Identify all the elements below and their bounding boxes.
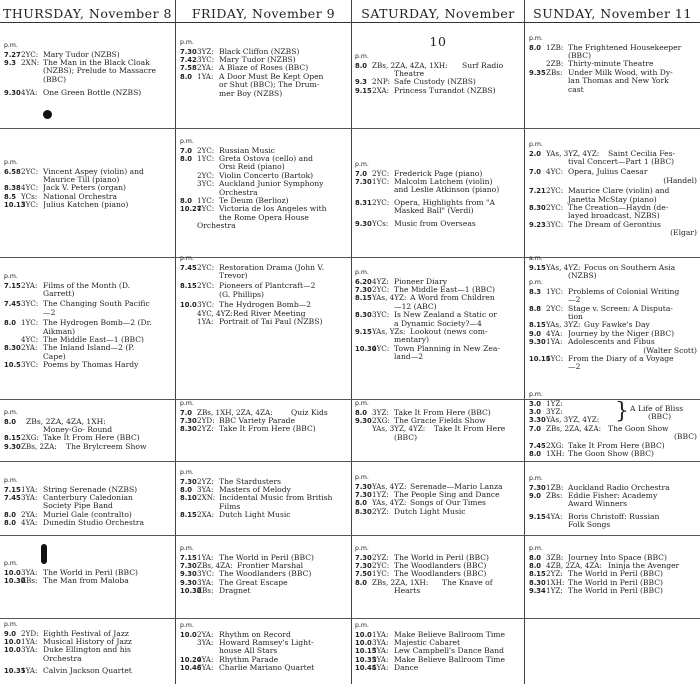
listing: 7.30 2YC: The Woodlanders (BBC) xyxy=(355,560,487,570)
listing: 7.0 ZBs, 1XH, 2ZA, 4ZA: Quiz Kids xyxy=(180,407,328,417)
listing-cont: mentary) xyxy=(394,335,430,345)
listing-cont: layed broadcast, NZBS) xyxy=(568,211,660,221)
sun-r2 xyxy=(529,142,697,238)
pm-label: p.m. xyxy=(529,279,543,287)
listing: 10.13 3YC: Julius Katchen (piano) xyxy=(4,200,129,210)
listing: 9.0 4YA: Journey by the Niger (BBC) xyxy=(529,328,675,338)
listing-cont: Orchestra xyxy=(197,221,236,231)
listing: 7.58 2YA: A Blaze of Roses (BBC) xyxy=(180,63,309,73)
listing: 7.30 2YZ: The World in Peril (BBC) xyxy=(355,552,489,562)
listing: 7.45 2YC: Restoration Drama (John V. xyxy=(180,262,324,272)
listing: 8.15 YAs, 3YZ: Guy Fawke's Day xyxy=(529,320,650,330)
listing-cont: Maurice Till (piano) xyxy=(43,174,120,184)
listing-cont: the Rome Opera House xyxy=(219,212,309,222)
listing-cont: tion xyxy=(568,312,583,322)
pm-label: p.m. xyxy=(355,474,369,481)
listing: 2.0 YAs, 3YZ, 4YZ: Saint Cecilia Fes- xyxy=(529,148,676,158)
pm-label: p.m. xyxy=(4,560,18,567)
listing: 8.15 2XA: Dutch Light Music xyxy=(180,510,291,520)
listing-cont: (G. Phillips) xyxy=(219,289,265,299)
pm-label: p.m. xyxy=(180,400,194,407)
pm-label: p.m. xyxy=(4,621,18,628)
listing: 7.30 2YD: BBC Variety Parade xyxy=(180,415,295,425)
pm-label: p.m. xyxy=(4,42,18,49)
header-saturday: SATURDAY, November 10 xyxy=(352,0,524,23)
listing: 8.30 2YZ: Take It From Here (BBC) xyxy=(180,424,316,434)
listing: 10.0 3YA: The World in Peril (BBC) xyxy=(4,567,138,577)
listing-cont: (NZBS); Prelude to Massacre xyxy=(43,66,156,76)
listing-cont: Janetta McStay (piano) xyxy=(568,194,657,204)
listing-cont: (Handel) xyxy=(663,175,697,185)
listing: 8.15 2YZ: The World in Peril (BBC) xyxy=(529,569,663,579)
fri-r2 xyxy=(180,139,348,231)
listing-cont: (BBC) xyxy=(43,74,67,84)
thu-r1 xyxy=(4,43,172,98)
listing: 8.30 1XH: The World in Peril (BBC) xyxy=(529,577,663,587)
sat-r3 xyxy=(355,270,521,362)
pm-label: p.m. xyxy=(180,545,194,552)
listing: 9.0 2YD: Eighth Festival of Jazz xyxy=(4,628,129,638)
listing-cont: —2 xyxy=(568,362,581,372)
sun-r6 xyxy=(529,546,697,596)
listing-cont: (BBC) xyxy=(394,432,418,442)
fri-r7 xyxy=(180,623,348,673)
listing: 10.15 4YC: From the Diary of a Voyage xyxy=(529,354,674,364)
listing: 8.38 4YC: Jack V. Peters (organ) xyxy=(4,183,126,193)
grouped-programme-cont: (BBC) xyxy=(648,412,672,422)
pm-label: p.m. xyxy=(180,469,194,476)
listing: 7.45 3YA: Canterbury Caledonian xyxy=(4,492,133,502)
row-divider xyxy=(0,461,700,462)
row-divider xyxy=(0,618,700,619)
listing: 9.15 YAs, 4YZ: Focus on Southern Asia xyxy=(529,262,676,272)
pm-label: p.m. xyxy=(4,409,18,416)
pm-label: p.m. xyxy=(180,39,194,46)
listing: 9.30 1YA: Adolescents and Fibus xyxy=(529,337,655,347)
pm-label: p.m. xyxy=(529,35,543,42)
brace: } xyxy=(615,399,629,424)
listing: 7.0 2YC: Frederick Page (piano) xyxy=(355,168,483,178)
listing: 3.0 1YZ: xyxy=(529,398,563,408)
listing: YAs, 3YZ, 4YZ: Take It From Here xyxy=(372,424,506,434)
listing: 7.30 2YC: The Middle East—1 (BBC) xyxy=(355,284,496,294)
ink-blot xyxy=(43,110,52,119)
listing: 8.31 2YC: Opera, Highlights from "A xyxy=(355,197,495,207)
listing: 10.30 ZBs: The Man from Maloba xyxy=(4,575,129,585)
listing: 2ZB: Thirty-minute Theatre xyxy=(546,59,654,69)
listing: 1YA: Portrait of Tai Paul (NZBS) xyxy=(197,316,323,326)
thu-r6 xyxy=(4,561,172,585)
listing: 7.30 YAs, 4YZ: Serenade—Mario Lanza xyxy=(355,481,503,491)
listing: 10.0 3YA: Duke Ellington and his xyxy=(4,645,131,655)
listing: 10.20 4YA: Rhythm Parade xyxy=(180,654,279,664)
listing-cont: —2 xyxy=(568,295,581,305)
pm-label: p.m. xyxy=(355,53,369,60)
listing: 9.30 4YA: One Green Bottle (NZBS) xyxy=(4,88,142,98)
listing: 9.3 2NP: Safe Custody (NZBS) xyxy=(355,77,476,87)
listing-cont: Aikman) xyxy=(43,326,76,336)
listing-cont: Hearts xyxy=(394,586,421,596)
listing: 8.0 ZBs, 2ZA, 4ZA, 1XH: xyxy=(4,417,106,426)
listing-cont: Cape) xyxy=(43,351,66,361)
sun-r5 xyxy=(529,476,697,530)
fri-r1 xyxy=(180,40,348,98)
listing: 7.45 2XG: Take It From Here (BBC) xyxy=(529,440,665,450)
fri-r4 xyxy=(180,401,348,434)
listing: 7.30 3YZ: Black Cliffon (NZBS) xyxy=(180,46,300,56)
sat-r7 xyxy=(355,623,521,673)
listing-cont: land—2 xyxy=(394,352,424,362)
listing: 9.30 3YA: The Great Escape xyxy=(180,577,288,587)
listing: 8.30 2YA: The Inland Island—2 (P. xyxy=(4,343,135,353)
header-thursday: THURSDAY, November 8 xyxy=(0,0,175,23)
listing: 10.30 ZBs: Dragnet xyxy=(180,586,251,596)
listing: 8.0 1YC: Te Deum (Berlioz) xyxy=(180,195,289,205)
pm-label: p.m. xyxy=(180,622,194,629)
listing: 10.0 2YA: Rhythm on Record xyxy=(180,629,291,639)
listing: 8.15 2YC: Pioneers of Plantcraft—2 xyxy=(180,281,316,291)
thu-r2 xyxy=(4,160,172,210)
sat-r1 xyxy=(355,54,521,95)
listing-cont: Folk Songs xyxy=(568,520,611,530)
listing: 7.30 2YZ: The Stardusters xyxy=(180,476,281,486)
listing-cont: Orsi Reid (piano) xyxy=(219,162,285,172)
listing: 8.0 4ZB, 2ZA, 4ZA: Ininja the Avenger xyxy=(529,560,680,570)
listing-cont: Award Winners xyxy=(568,499,627,509)
listing: 7.0 2YC: Russian Music xyxy=(180,145,275,155)
pm-label: p.m. xyxy=(4,159,18,166)
listing: 3.0 3YZ: xyxy=(529,406,563,416)
sun-r4-grouped xyxy=(630,405,696,422)
listing: 8.30 2YZ: Dutch Light Music xyxy=(355,506,466,516)
listing-cont: Orchestra xyxy=(219,187,258,197)
pm-label: p.m. xyxy=(355,545,369,552)
listing: 4YC, 4YZ: Red River Meeting xyxy=(197,308,306,318)
listing: 3.30 YAs, 3YZ, 4YZ: xyxy=(529,415,600,425)
listing: 8.0 ZBs, 2ZA, 1XH: The Knave of xyxy=(355,577,493,587)
listing-cont: (BBC) xyxy=(673,432,697,442)
listing: 3YC: Auckland Junior Symphony xyxy=(197,179,324,189)
listing: 9.30 3YC: The Woodlanders (BBC) xyxy=(180,569,312,579)
listing-cont: Money-Go- Round xyxy=(43,424,113,434)
listing-cont: or Shut (BBC); The Drum- xyxy=(219,80,320,90)
listing: 7.30 1ZB: Auckland Radio Orchestra xyxy=(529,482,670,492)
listing: 8.0 YAs, 4YZ: Songs of Our Times xyxy=(355,498,486,508)
listing: 7.50 1YC: The Woodlanders (BBC) xyxy=(355,569,487,579)
pm-label: p.m. xyxy=(180,255,194,262)
listing-cont: —2 xyxy=(43,307,56,317)
listing-cont: Orchestra xyxy=(43,653,82,663)
listing: 10.0 3YA: Majestic Cabaret xyxy=(355,637,461,647)
listing: 8.0 3YA: Masters of Melody xyxy=(180,484,291,494)
pm-label: p.m. xyxy=(529,141,543,148)
pm-label: p.m. xyxy=(529,545,543,552)
listing-cont: mer Boy (NZBS) xyxy=(219,88,283,98)
listing-cont: (BBC) xyxy=(568,50,592,60)
pm-label: p.m. xyxy=(4,477,18,484)
listing: 7.42 3YC: Mary Tudor (NZBS) xyxy=(180,54,296,64)
listing: 10.15 3YA: Lew Campbell's Dance Band xyxy=(355,646,504,656)
sun-r3 xyxy=(529,256,697,372)
column-divider xyxy=(524,0,525,684)
sat-r2 xyxy=(355,162,521,228)
listing-cont: Masked Ball" (Verdi) xyxy=(394,206,474,216)
listing: 10.45 4YA: Dance xyxy=(355,663,419,673)
listing: 8.8 2YC: Stage v. Screen: A Disputa- xyxy=(529,303,673,313)
pm-label: p.m. xyxy=(355,161,369,168)
listing-cont: Theatre xyxy=(394,68,425,78)
listing: 8.0 2YA: Muriel Gale (contralto) xyxy=(4,509,132,519)
column-divider xyxy=(351,0,352,684)
listing: 10.0 1YA: Musical History of Jazz xyxy=(4,636,132,646)
listing: 3YA: Howard Ramsey's Light- xyxy=(197,637,314,647)
listing: 6.20 4YZ: Pioneer Diary xyxy=(355,276,447,286)
listing: 8.0 1ZB: The Frightened Housekeeper xyxy=(529,42,682,52)
listing: 8.15 2XG: Take It From Here (BBC) xyxy=(4,433,140,443)
listing: 7.0 4YC: Opera, Julius Caesar xyxy=(529,167,648,177)
listing: 9.15 2XA: Princess Turandot (NZBS) xyxy=(355,85,496,95)
pm-label: p.m. xyxy=(529,475,543,482)
listing-cont: —12 (ABC) xyxy=(394,301,437,311)
listing: 8.0 4YA: Dunedin Studio Orchestra xyxy=(4,518,144,528)
listing: 9.34 1YZ: The World in Peril (BBC) xyxy=(529,586,663,596)
grouped-programme: A Life of Bliss xyxy=(630,404,684,413)
sun-r4 xyxy=(529,392,697,458)
listing: 9.3 2XN: The Man in the Black Cloak xyxy=(4,57,150,67)
listing: 7.15 1YA: String Serenade (NZBS) xyxy=(4,484,138,494)
listing-cont: tival Concert—Part 1 (BBC) xyxy=(568,156,675,166)
listing: 8.15 YAs, 4YZ: A Word from Children xyxy=(355,293,495,303)
listing-cont: lan Thomas and New York xyxy=(568,76,669,86)
listing: 8.0 ZBs, 2ZA, 4ZA, 1XH: Surf Radio xyxy=(355,60,504,70)
listing: 8.0 1YC: Greta Ostova (cello) and xyxy=(180,153,313,163)
pm-label: p.m. xyxy=(355,622,369,629)
listing: 7.30 1YZ: The People Sing and Dance xyxy=(355,489,500,499)
thu-r5 xyxy=(4,478,172,528)
listing: 10.0 1YA: Make Believe Ballroom Time xyxy=(355,629,505,639)
listing: 8.3 1YC: Problems of Colonial Writing xyxy=(529,286,680,296)
listing: 6.58 2YC: Vincent Aspey (violin) and xyxy=(4,166,144,176)
row-divider xyxy=(0,535,700,536)
listing: 8.0 1YA: A Door Must Be Kept Open xyxy=(180,71,324,81)
listing: 7.30 1YC: Malcolm Latchem (violin) xyxy=(355,176,493,186)
listing: 7.30 ZBs, 4ZA: Frontier Marshal xyxy=(180,560,304,570)
listing: 2YC: Violin Concerto (Bartok) xyxy=(197,170,314,180)
pm-label: p.m. xyxy=(355,400,369,407)
listing: 9.35 ZBs: Under Milk Wood, with Dy- xyxy=(529,67,673,77)
listing-cont: (Elgar) xyxy=(670,228,697,238)
listing: 7.45 3YC: The Changing South Pacific xyxy=(4,299,150,309)
listing: 10.30 4YC: Town Planning in New Zea- xyxy=(355,343,500,353)
listing-cont: Films xyxy=(219,501,241,511)
listing: 9.30 ZBs, 2ZA: The Brylcreem Show xyxy=(4,441,147,451)
sun-r1 xyxy=(529,36,697,94)
listing: 7.21 2YC: Maurice Clare (violin) and xyxy=(529,186,670,196)
listing: 10.0 3YC: The Hydrogen Bomb—2 xyxy=(180,300,312,310)
listing: 8.5 YCs: National Orchestra xyxy=(4,191,118,201)
listing: 7.0 ZBs, 2ZA, 4ZA: The Goon Show xyxy=(529,423,669,433)
sat-r6 xyxy=(355,546,521,596)
fri-r3 xyxy=(180,256,348,326)
listing: 8.10 2XN: Incidental Music from British xyxy=(180,493,333,503)
fri-r6 xyxy=(180,546,348,596)
sat-r5 xyxy=(355,475,521,516)
listing: 10.46 3YA: Charlie Mariano Quartet xyxy=(180,663,315,673)
listing: 9.15 YAs, YZs: Lookout (news com- xyxy=(355,326,488,336)
listing: 8.0 3YZ: Take It From Here (BBC) xyxy=(355,407,491,417)
listing: 9.23 3YC: The Dream of Gerontius xyxy=(529,219,661,229)
header-sunday: SUNDAY, November 11 xyxy=(525,0,700,23)
listing-cont: Garrett) xyxy=(43,288,75,298)
listing-cont: Society Pipe Band xyxy=(43,501,113,511)
sat-r4 xyxy=(355,401,521,442)
listing: 10.27 4YC: Victoria de los Angeles with xyxy=(180,204,327,214)
listing-cont: Trevor) xyxy=(219,270,248,280)
thu-r7 xyxy=(4,622,172,676)
listing: 8.30 3YC: Is New Zealand a Static or xyxy=(355,310,497,320)
listing: 7.15 1YA: The World in Peril (BBC) xyxy=(180,552,314,562)
listing: 9.30 YCs: Music from Overseas xyxy=(355,218,476,228)
listing: 8.0 1XH: The Goon Show (BBC) xyxy=(529,448,654,458)
column-divider xyxy=(175,0,176,684)
listing: 8.0 3ZB: Journey Into Space (BBC) xyxy=(529,552,667,562)
listing: 10.35 1YA: Calvin Jackson Quartet xyxy=(4,666,132,676)
listing-cont: a Dynamic Society?—4 xyxy=(394,318,482,328)
listing: 10.35 2YA: Make Believe Ballroom Time xyxy=(355,654,505,664)
pm-label: p.m. xyxy=(180,138,194,145)
listing: 7.15 2YA: Films of the Month (D. xyxy=(4,280,131,290)
header-friday: FRIDAY, November 9 xyxy=(176,0,351,23)
listing: 9.15 4YA: Boris Christoff: Russian xyxy=(529,511,660,521)
pm-label: p.m. xyxy=(4,273,18,280)
listing: 9.0 ZBs: Eddie Fisher: Academy xyxy=(529,490,658,500)
am-label: a.m. xyxy=(529,255,543,262)
row-divider xyxy=(0,128,700,129)
listing: 7.27 2YC: Mary Tudor (NZBS) xyxy=(4,49,120,59)
listing: 8.0 1YC: The Hydrogen Bomb—2 (Dr. xyxy=(4,318,152,328)
listing: 10.5 3YC: Poems by Thomas Hardy xyxy=(4,360,139,370)
fri-r5 xyxy=(180,470,348,520)
listing: 4YC: The Middle East—1 (BBC) xyxy=(21,334,145,344)
listing: 9.30 2XG: The Gracie Fields Show xyxy=(355,415,486,425)
listing-cont: (Walter Scott) xyxy=(643,345,697,355)
listing-cont: (NZBS) xyxy=(568,270,597,280)
listing-cont: and Leslie Atkinson (piano) xyxy=(394,185,500,195)
thu-r3 xyxy=(4,274,172,370)
listing-cont: cast xyxy=(568,84,584,94)
thu-r4 xyxy=(4,410,172,451)
pm-label: p.m. xyxy=(355,269,369,276)
pm-label: p.m. xyxy=(529,391,543,398)
listing-cont: house All Stars xyxy=(219,646,278,656)
listing: 8.30 2YC: The Creation—Haydn (de- xyxy=(529,202,669,212)
